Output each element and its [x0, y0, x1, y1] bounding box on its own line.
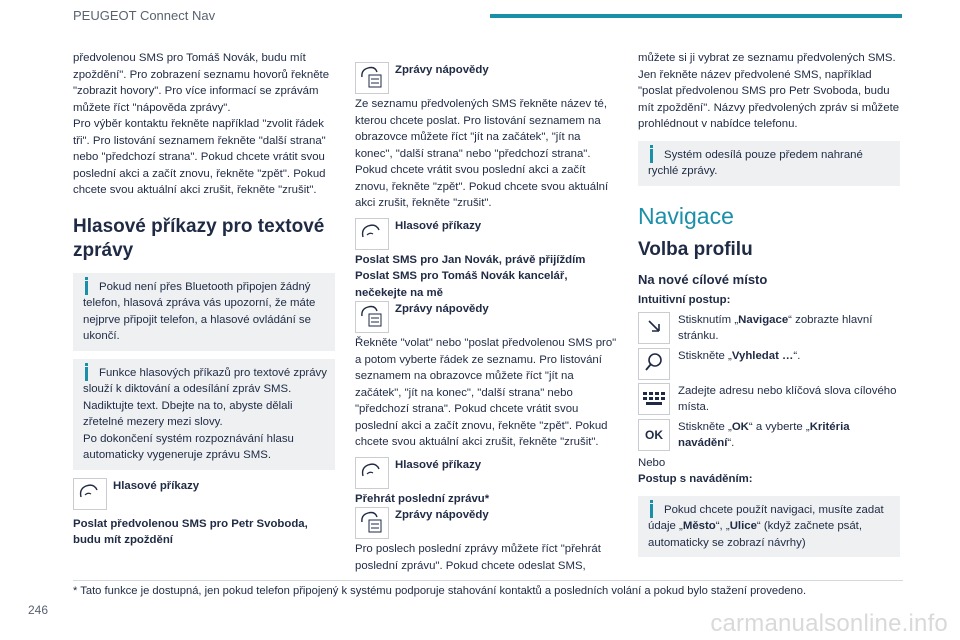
help-messages-label: Zprávy nápovědy [395, 509, 489, 521]
procedure-label: Postup s naváděním: [638, 473, 753, 485]
voice-command-row [73, 478, 335, 510]
paragraph: můžete si ji vybrat ze seznamu předvolených SMS. Jen řekněte název předvolené SMS, například "poslat předvolenou SMS pro Petr Svoboda, budu mít zpoždění". Názvy předvolených zpráv si můžete prohlédnout v nabídce telefonu. [638, 52, 900, 130]
column-3 [638, 50, 900, 565]
help-messages-label: Zprávy nápovědy [395, 303, 489, 315]
step-text: Stisknutím „Navigace“ zobrazte hlavní stránku. [678, 313, 873, 342]
voice-command-text: Poslat předvolenou SMS pro Petr Svoboda, budu mít zpoždění [73, 517, 308, 546]
column-2 [355, 56, 620, 574]
keyboard-icon [638, 383, 670, 415]
voice-command-label: Hlasové příkazy [395, 219, 482, 232]
column-1 [73, 50, 335, 549]
step-row [638, 419, 900, 452]
info-note [638, 141, 900, 186]
paragraph: Nebo [638, 456, 666, 469]
voice-command-label: Hlasové příkazy [395, 458, 482, 471]
info-text: Systém odesílá pouze předem nahrané rychlé zprávy. [648, 148, 863, 177]
voice-icon [355, 457, 389, 489]
info-icon [650, 504, 653, 518]
voice-command-text: Poslat SMS pro Jan Novák, právě přijíždím Poslat SMS pro Tomáš Novák kancelář, nečekejte na mě [355, 253, 586, 299]
paragraph: předvolenou SMS pro Tomáš Novák, budu mít zpoždění". Pro zobrazení seznamu hovorů řekněte "zobrazit hovory". Pro více informací se zprávám můžete říct "nápověda zprávy". Pro výběr kontaktu řekněte například "zvolit řádek tři". Pro listování seznamem řekněte "další strana" nebo "předchozí strana". Pokud chcete vrátit svou poslední akci a začít znovu, řekněte "zpět". Pokud chcete svou aktuální akci zrušit, řekněte "zrušit". [73, 52, 330, 196]
info-icon [650, 149, 653, 163]
search-icon [638, 348, 670, 380]
info-text: Pokud není přes Bluetooth připojen žádný telefon, hlasová zpráva vás upozorní, že máte nejprve připojit telefon, a hlasové ovládání se ukončí. [83, 280, 316, 342]
info-note [638, 496, 900, 558]
watermark: carmanualsonline.info [710, 610, 948, 637]
voice-command-text: Přehrát poslední zprávu* [355, 492, 490, 505]
voice-command-row [355, 457, 620, 489]
voice-command-label: Hlasové příkazy [113, 479, 200, 492]
running-header: PEUGEOT Connect Nav [73, 8, 216, 23]
help-messages-label: Zprávy nápovědy [395, 64, 489, 76]
info-text: Pokud chcete použít navigaci, musíte zadat údaje „Město“, „Ulice“ (když začnete psát, automaticky se zobrazí návrhy) [648, 503, 884, 549]
ok-icon: OK [638, 419, 670, 451]
voice-help-icon [355, 301, 389, 333]
header-accent-bar [490, 14, 902, 18]
info-icon [85, 367, 88, 381]
help-messages-row [355, 301, 620, 333]
sub-subsection-heading: Na nové cílové místo [638, 271, 768, 287]
paragraph: Ze seznamu předvolených SMS řekněte název té, kterou chcete poslat. Pro listování seznamem na obrazovce můžete říct "jít na začátek", "jít na konec", "další strana" nebo "předchozí strana". Pokud chcete vrátit svou poslední akci a začít znovu, řekněte "zpět". Pokud chcete svou aktuální akci zrušit, řekněte "zrušit". [355, 98, 609, 209]
step-text: Zadejte adresu nebo klíčová slova cílového místa. [678, 384, 897, 413]
info-text: Funkce hlasových příkazů pro textové zprávy slouží k diktování a odesílání zpráv SMS. Nadiktujte text. Dbejte na to, abyste dělali zřetelné mezery mezi slovy. Po dokončení systém rozpoznávání hlasu automaticky vygeneruje zprávu SMS. [83, 366, 327, 461]
info-note [73, 273, 335, 351]
voice-command-row [355, 218, 620, 250]
voice-icon [73, 478, 107, 510]
footnote: * Tato funkce je dostupná, jen pokud telefon připojený k systému podporuje stahování kontaktů a posledních volání a pokud bylo stažení provedeno. [73, 580, 903, 597]
info-icon [85, 281, 88, 295]
step-text: Stiskněte „Vyhledat …“. [678, 349, 801, 362]
procedure-label: Intuitivní postup: [638, 294, 731, 306]
voice-help-icon [355, 62, 389, 94]
help-messages-row [355, 62, 620, 94]
section-heading: Hlasové příkazy pro textové zprávy [73, 215, 325, 261]
step-row [638, 348, 900, 380]
page-number: 246 [28, 603, 49, 617]
help-messages-row [355, 507, 620, 539]
section-heading-navigation: Navigace [638, 202, 734, 229]
navigation-arrow-icon [638, 312, 670, 344]
info-note [73, 359, 335, 470]
paragraph: Pro poslech poslední zprávy můžete říct "přehrát poslední zprávu". Pokud chcete odeslat SMS, [355, 543, 601, 572]
subsection-heading: Volba profilu [638, 238, 753, 260]
step-text: Stiskněte „OK“ a vyberte „Kritéria navádění“. [678, 420, 850, 449]
paragraph: Řekněte "volat" nebo "poslat předvolenou SMS pro" a potom vyberte řádek ze seznamu. Pro listování seznamem na obrazovce můžete říct "jít na začátek", "jít na konec", "další strana" nebo "předchozí strana". Pokud chcete vrátit svou poslední akci a začít znovu, řekněte "zpět". Pokud chcete svou aktuální akci zrušit, řekněte "zrušit". [355, 337, 617, 448]
step-row [638, 312, 900, 345]
voice-help-icon [355, 507, 389, 539]
step-row [638, 383, 900, 416]
voice-icon [355, 218, 389, 250]
